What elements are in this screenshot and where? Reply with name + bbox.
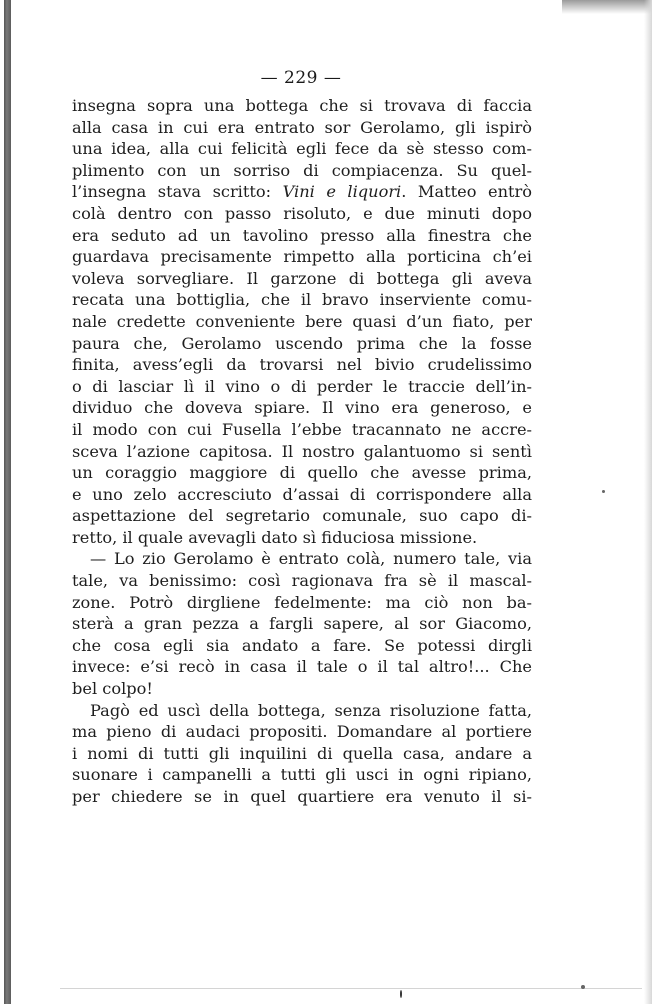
speck [400, 990, 402, 998]
text-line: bel colpo! [72, 679, 153, 699]
text-line: alla casa in cui era entrato sor Gerolamo, gli ispirò [72, 117, 532, 137]
text-line: per chiedere se in quel quartiere era venuto il si- [72, 787, 532, 806]
text-line: paura che, Gerolamo uscendo prima che la fosse [72, 333, 532, 353]
text-line: aspettazione del segretario comunale, suo capo di- [72, 506, 532, 526]
text-line: sterà a gran pezza a fargli sapere, al sor Giacomo, [72, 614, 532, 634]
text-line: recata una bottiglia, che il bravo inserviente comu- [72, 290, 532, 310]
text-line: invece: e’si recò in casa il tale o il tal altro!... Che [72, 657, 532, 677]
text-line: era seduto ad un tavolino presso alla finestra che [72, 225, 532, 245]
text-line: o di lasciar lì il vino o di perder le traccie dell’in- [72, 376, 532, 396]
text-line: zone. Potrò dirgliene fedelmente: ma ciò non ba- [72, 592, 532, 612]
page-number: — 229 — [260, 68, 342, 88]
speck [602, 490, 605, 493]
text-line: voleva sorvegliare. Il garzone di bottega gli aveva [72, 268, 532, 288]
text-segment: . Matteo entrò [401, 182, 533, 202]
text-line: insegna sopra una bottega che si trovava di faccia [72, 96, 532, 115]
text-line: un coraggio maggiore di quello che avesse prima, [72, 463, 532, 483]
text-line: tale, va benissimo: così ragionava fra sè il mascal- [72, 571, 532, 591]
body-text [72, 95, 532, 808]
text-line: i nomi di tutti gli inquilini di quella casa, andare a [72, 743, 532, 763]
text-line: suonare i campanelli a tutti gli usci in ogni ripiano, [72, 765, 532, 785]
text-line: una idea, alla cui felicità egli fece da sè stesso com- [72, 139, 532, 159]
scan-bottom-edge [60, 988, 642, 989]
text-line: Pagò ed uscì della bottega, senza risoluzione fatta, [90, 700, 532, 720]
text-line: finita, avess’egli da trovarsi nel bivio crudelissimo [72, 355, 532, 375]
text-line: retto, il quale avevagli dato sì fiduciosa missione. [72, 527, 478, 547]
italic-sign-text: Vini e liquori [282, 182, 402, 202]
text-line: sceva l’azione capitosa. Il nostro galantuomo si sentì [72, 441, 532, 461]
page-right-edge [644, 0, 652, 1004]
text-line: e uno zelo accresciuto d’assai di corrispondere alla [72, 484, 532, 504]
text-line: nale credette conveniente bere quasi d’un fiato, per [72, 311, 532, 331]
text-line: il modo con cui Fusella l’ebbe tracannato ne accre- [72, 419, 532, 439]
text-line: colà dentro con passo risoluto, e due minuti dopo [72, 203, 532, 223]
text-line: — Lo zio Gerolamo è entrato colà, numero tale, via [90, 549, 532, 569]
text-line: ma pieno di audaci propositi. Domandare al portiere [72, 722, 532, 742]
page-binding-edge [4, 0, 11, 1004]
text-line: guardava precisamente rimpetto alla porticina ch’ei [72, 247, 532, 267]
text-segment: l’insegna stava scritto: [72, 182, 283, 202]
text-line: plimento con un sorriso di compiacenza. Su quel- [72, 160, 532, 180]
text-line [72, 181, 532, 203]
scan-corner-shadow [562, 0, 652, 14]
text-line: che cosa egli sia andato a fare. Se potessi dirgli [72, 635, 532, 655]
text-line: dividuo che doveva spiare. Il vino era generoso, e [72, 398, 532, 418]
speck [581, 985, 585, 989]
